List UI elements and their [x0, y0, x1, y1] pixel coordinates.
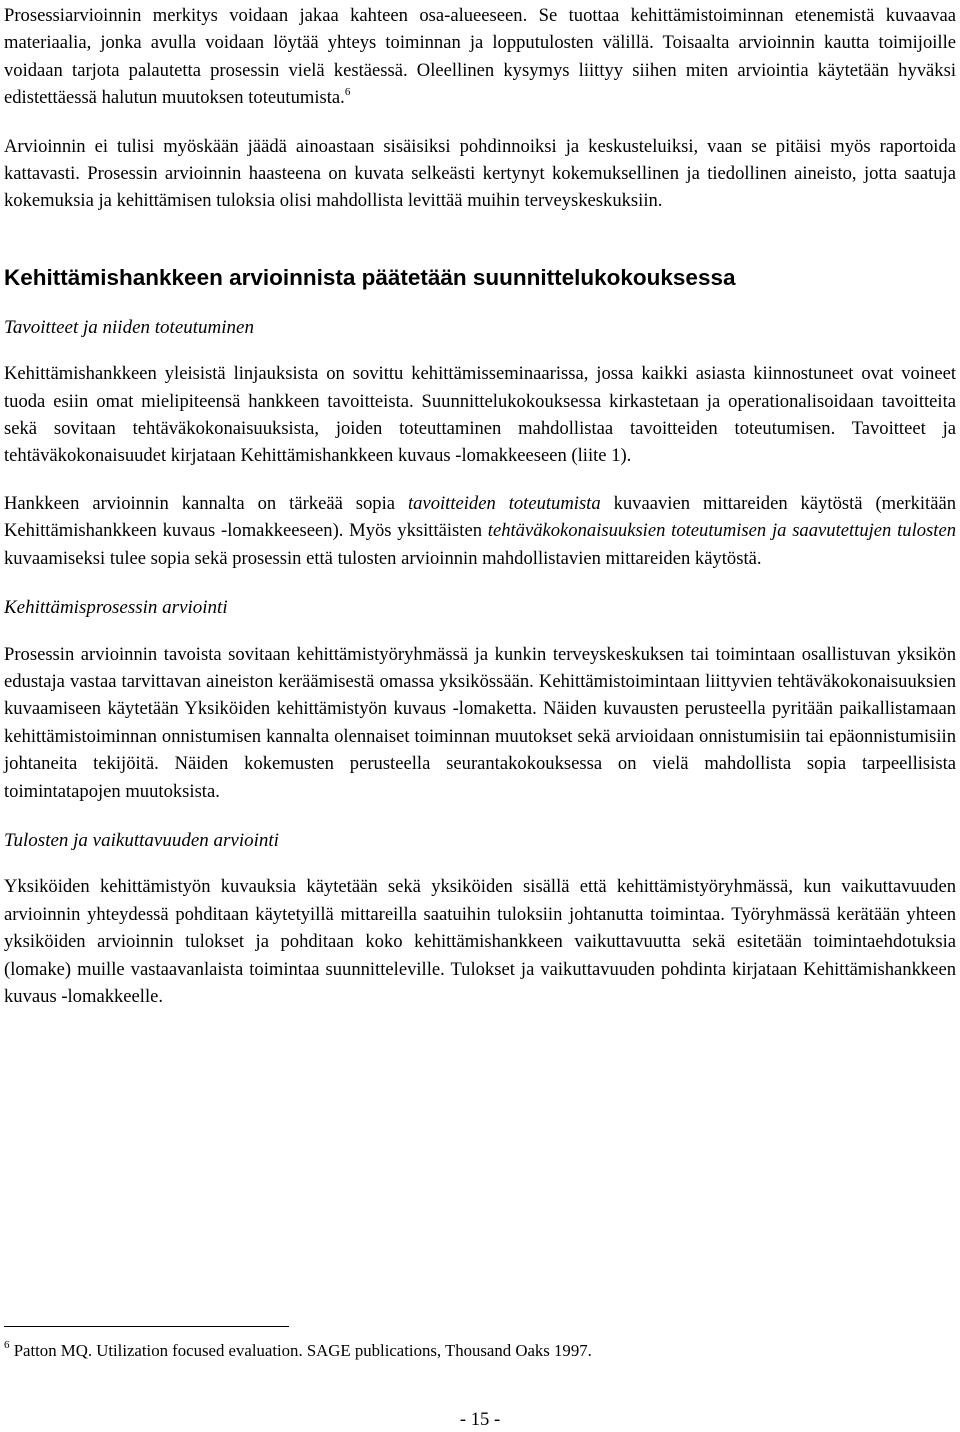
intro-paragraph-1-text: Prosessiarvioinnin merkitys voidaan jakaa kahteen osa-alueeseen. Se tuottaa kehittämistoiminnan etenemistä kuvaavaa materiaalia, jonka avulla voidaan löytää yhteys toiminnan ja lopputulosten välillä. Toisaalta arvioinnin kautta toimijoille voidaan tarjota palautetta prosessin vielä kestäessä. Oleellinen kysymys liittyy siihen miten arviointia käytetään hyväksi edistettäessä halutun muutoksen toteutumista.	[4, 5, 956, 109]
goals-paragraph-1: Kehittämishankkeen yleisistä linjauksista on sovittu kehittämisseminaarissa, jossa kaikki asiasta kiinnostuneet ovat voineet tuoda esiin omat mielipiteensä hankkeen tavoitteista. Suunnittelukokouksessa kirkastetaan ja operationalisoidaan tavoitteita sekä sovitaan tehtäväkokonaisuuksista, joiden toteuttaminen mahdollistaa tavoitteiden toteutumisen. Tavoitteet ja tehtäväkokonaisuudet kirjataan Kehittämishankkeen kuvaus -lomakkeeseen (liite 1).	[4, 363, 956, 467]
goals-paragraph-2-part-a: Hankkeen arvioinnin kannalta on tärkeää sopia	[4, 492, 408, 514]
intro-paragraph-2: Arvioinnin ei tulisi myöskään jäädä ainoastaan sisäisiksi pohdinnoiksi ja keskusteluiksi, vaan se pitäisi myös raportoida kattavasti. Prosessin arvioinnin haasteena on kuvata selkeästi kertynyt kokemuksellinen ja tiedollinen aineisto, jotta saatuja kokemuksia ja kehittämisen tuloksia olisi mahdollista levittää muihin terveyskeskuksiin.	[4, 135, 956, 212]
footnote-number: 6	[4, 1339, 10, 1351]
subheading-goals: Tavoitteet ja niiden toteutuminen	[4, 316, 254, 338]
page-number: - 15 -	[459, 1409, 501, 1430]
goals-paragraph-2	[4, 490, 956, 572]
subheading-process: Kehittämisprosessin arviointi	[4, 597, 228, 619]
process-paragraph-1: Prosessin arvioinnin tavoista sovitaan kehittämistyöryhmässä ja kunkin terveyskeskuksen tai toimintaan osallistuvan yksikön edustaja vastaa tarvittavan aineiston keräämisestä omassa yksikössään. Kehittämistoimintaan liittyvien tehtäväkokonaisuuksien kuvaamiseen käytetään Yksiköiden kehittämistyön kuvaus -lomaketta. Näiden kuvausten perusteella pyritään paikallistamaan kehittämistoiminnan onnistumisen kannalta olennaiset toiminnan muutokset sekä arvioidaan onnistumisiin tai epäonnistumisiin johtaneita tekijöitä. Näiden kokemusten perusteella seurantakokouksessa on vielä mahdollista sopia tarpeellisista toimintatapojen muutoksista.	[4, 643, 956, 802]
footnote-text: Patton MQ. Utilization focused evaluation. SAGE publications, Thousand Oaks 1997.	[9, 1341, 592, 1360]
goals-emphasis-1: tavoitteiden toteutumista	[407, 492, 601, 514]
results-paragraph-1: Yksiköiden kehittämistyön kuvauksia käytetään sekä yksiköiden sisällä että kehittämistyöryhmässä, kun vaikuttavuuden arvioinnin yhteydessä pohditaan käytetyillä mittareilla saatuihin tuloksiin johtanutta toimintaa. Työryhmässä kerätään yhteen yksiköiden arvioinnin tulokset ja pohditaan koko kehittämishankkeen vaikuttavuutta sekä esitetään toimintaehdotuksia (lomake) muille vastaavanlaista toimintaa suunnitteleville. Tulokset ja vaikuttavuuden pohdinta kirjataan Kehittämishankkeen kuvaus -lomakkeelle.	[4, 876, 956, 1007]
goals-emphasis-2: tehtäväkokonaisuuksien toteutumisen ja saavutettujen tulosten	[487, 520, 956, 542]
document-page	[4, 0, 956, 1010]
footnote-reference: 6	[344, 86, 351, 99]
subheading-results: Tulosten ja vaikuttavuuden arviointi	[4, 829, 279, 851]
goals-paragraph-2-part-c: kuvaamiseksi tulee sopia sekä prosessin että tulosten arvioinnin mahdollistavien mittareiden käytöstä.	[4, 547, 762, 569]
footnote-divider	[4, 1326, 289, 1327]
intro-paragraph-1	[4, 2, 956, 112]
goals-paragraph-2-part-b: kuvaavien mittareiden käytöstä (merkitään Kehittämishankkeen kuvaus -lomakkeeseen). Myös yksittäisten	[4, 492, 957, 542]
section-heading: Kehittämishankkeen arvioinnista päätetään suunnittelukokouksessa	[4, 264, 736, 290]
footnote	[4, 1340, 592, 1362]
